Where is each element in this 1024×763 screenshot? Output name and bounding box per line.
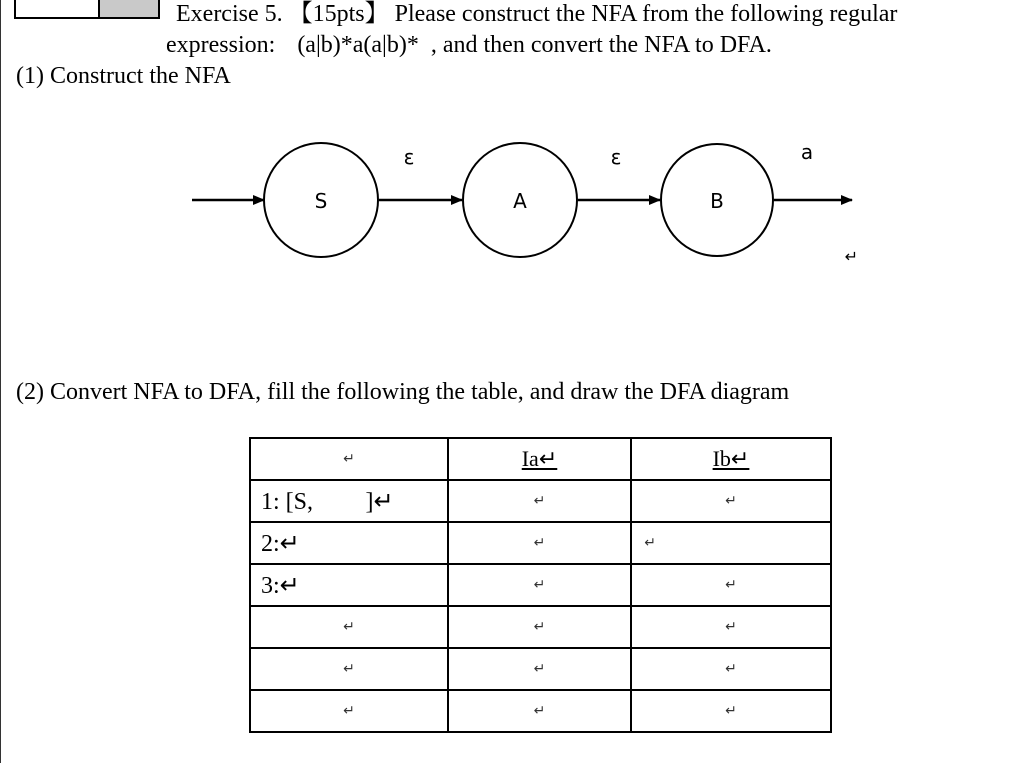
ia-cell[interactable]: ↵ — [448, 606, 631, 648]
return-mark: ↵ — [844, 247, 858, 266]
state-cell[interactable]: ↵ — [250, 606, 448, 648]
ia-cell[interactable]: ↵ ↵ — [448, 522, 631, 564]
ib-cell[interactable]: ↵ — [631, 564, 831, 606]
nfa-diagram — [180, 130, 860, 280]
exercise-statement-line2 — [166, 31, 772, 59]
ib-cell[interactable]: ↵ — [631, 648, 831, 690]
header-cell-ia[interactable]: Ia↵ — [448, 438, 631, 480]
ib-cell[interactable] — [631, 522, 831, 564]
header-cell-state[interactable]: ↵ — [250, 438, 448, 480]
ia-cell[interactable]: ↵ — [448, 480, 631, 522]
dfa-table — [249, 437, 832, 733]
header-box — [14, 0, 160, 19]
nfa-edge-b-out-label: a — [800, 140, 814, 164]
ib-cell[interactable]: ↵ — [631, 480, 831, 522]
nfa-state-s-label: S — [314, 189, 328, 213]
ia-cell[interactable]: ↵ — [448, 648, 631, 690]
ib-cell[interactable]: ↵ — [631, 690, 831, 732]
ib-cell[interactable]: ↵ — [631, 606, 831, 648]
table-row — [250, 480, 831, 522]
exercise-line2-rest: , and then convert the NFA to DFA. — [430, 32, 772, 58]
table-row — [250, 648, 831, 690]
table-header-row — [250, 438, 831, 480]
ia-cell[interactable]: ↵ — [448, 690, 631, 732]
nfa-edge-s-a-label: ε — [403, 145, 415, 169]
part2-title: (2) Convert NFA to DFA, fill the following the table, and draw the DFA diagram — [16, 379, 790, 405]
exercise-statement-line1: Exercise 5. 【15pts】 Please construct the NFA from the following regular — [176, 1, 898, 27]
nfa-edge-a-b-label: ε — [610, 145, 622, 169]
state-cell[interactable]: ↵ — [250, 690, 448, 732]
nfa-state-a-label: A — [513, 189, 527, 213]
state-cell[interactable]: 2:↵ — [250, 522, 448, 564]
expression-label: expression: — [166, 32, 276, 58]
state-cell[interactable]: 3:↵ — [250, 564, 448, 606]
regex-text: (a|b)*a(a|b)* — [297, 32, 419, 58]
table-row — [250, 564, 831, 606]
part1-title: (1) Construct the NFA — [16, 63, 231, 89]
left-margin-rule — [0, 0, 1, 763]
table-row — [250, 522, 831, 564]
table-row — [250, 606, 831, 648]
state-cell[interactable]: 1: [S, ]↵ — [250, 480, 448, 522]
ia-cell[interactable]: ↵ — [448, 564, 631, 606]
header-box-shade — [98, 0, 158, 17]
table-row — [250, 690, 831, 732]
nfa-state-b-label: B — [710, 189, 724, 213]
state-cell[interactable]: ↵ — [250, 648, 448, 690]
header-cell-ib[interactable]: Ib↵ — [631, 438, 831, 480]
